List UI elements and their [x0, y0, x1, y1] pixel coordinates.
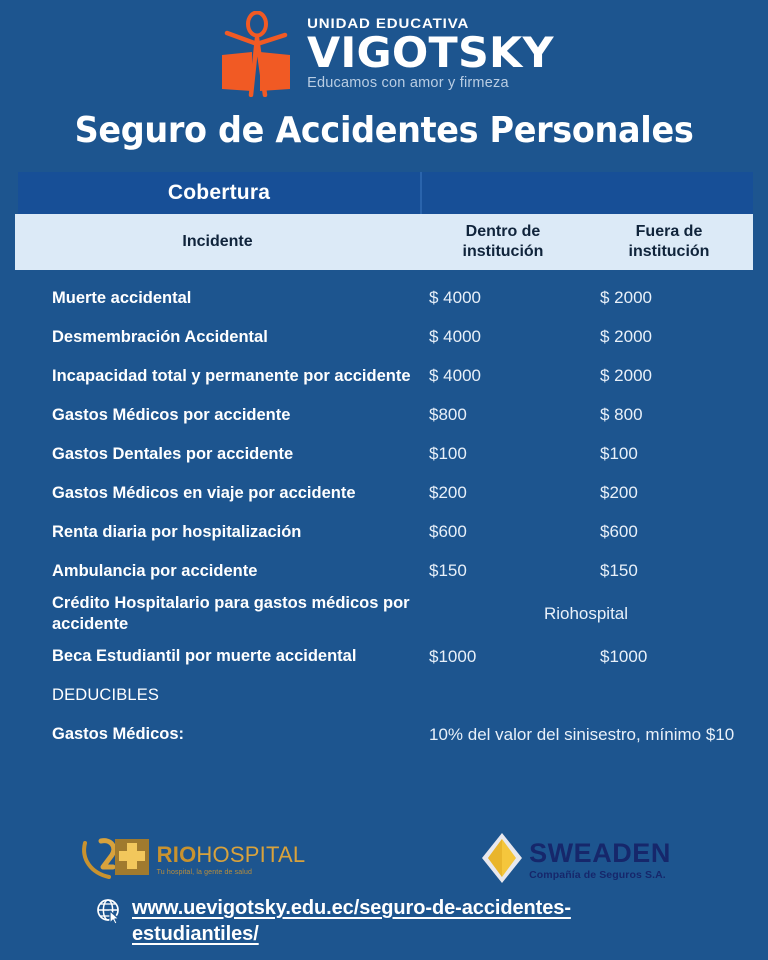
table-row — [15, 552, 753, 591]
partner-sweaden — [384, 832, 768, 889]
partner-name: SWEADEN — [529, 837, 671, 868]
table-row — [15, 474, 753, 513]
partner-subtitle: Tu hospital, la gente de salud — [156, 869, 253, 876]
table-row — [15, 591, 753, 637]
partner-name-secondary: HOSPITAL — [196, 842, 306, 867]
brand-tagline: Educamos con amor y firmeza — [307, 74, 509, 91]
row-inside-value: $ 4000 — [429, 288, 481, 308]
row-incident: Desmembración Accidental — [52, 327, 268, 346]
brand-name: VIGOTSKY — [307, 27, 554, 77]
column-header-dentro-line2: institución — [462, 243, 544, 260]
row-incident: Ambulancia por accidente — [52, 561, 258, 580]
partner-riohospital — [0, 833, 384, 888]
table-row — [15, 637, 753, 676]
row-inside-value: $ 4000 — [429, 366, 481, 386]
table-body — [15, 270, 753, 754]
diamond-icon — [481, 832, 523, 889]
partner-name-primary: RIO — [156, 842, 197, 867]
column-header-incidente: Incidente — [182, 233, 253, 250]
table-row — [15, 357, 753, 396]
table-row — [15, 279, 753, 318]
row-outside-value: $ 2000 — [600, 288, 652, 308]
deductible-value: 10% del valor del sinisestro, mínimo $10 — [429, 724, 735, 744]
coverage-table — [15, 172, 753, 754]
column-header-dentro — [420, 222, 586, 261]
row-inside-value: $800 — [429, 405, 467, 425]
table-row — [15, 396, 753, 435]
row-outside-value: $100 — [600, 444, 638, 464]
row-incident: Gastos Médicos en viaje por accidente — [52, 483, 356, 502]
table-row — [15, 513, 753, 552]
deductible-incident: Gastos Médicos: — [52, 725, 185, 744]
row-incident: Gastos Dentales por accidente — [52, 444, 294, 463]
row-outside-value: $200 — [600, 483, 638, 503]
table-row — [15, 435, 753, 474]
row-outside-value: $150 — [600, 561, 638, 581]
partner-subtitle: Compañía de Seguros S.A. — [529, 868, 666, 881]
row-incident: Gastos Médicos por accidente — [52, 405, 291, 424]
table-row — [15, 318, 753, 357]
partner-logos — [0, 824, 768, 896]
footer — [0, 896, 768, 947]
row-inside-value: $ 4000 — [429, 327, 481, 347]
row-outside-value: $ 2000 — [600, 327, 652, 347]
cobertura-label: Cobertura — [167, 181, 271, 204]
row-incident: Beca Estudiantil por muerte accidental — [52, 647, 357, 666]
band-divider — [420, 172, 422, 214]
page-title: Seguro de Accidentes Personales — [74, 110, 694, 151]
hospital-cross-icon — [79, 833, 153, 888]
row-inside-value: $150 — [429, 561, 467, 581]
website-link[interactable]: www.uevigotsky.edu.ec/seguro-de-accidentes-estudiantiles/ — [132, 897, 571, 945]
row-incident: Crédito Hospitalario para gastos médicos por accidente — [52, 594, 410, 634]
row-incident: Muerte accidental — [52, 288, 192, 307]
deductible-row — [15, 715, 753, 754]
row-inside-value: $200 — [429, 483, 467, 503]
row-outside-value: $600 — [600, 522, 638, 542]
brand-logo — [0, 0, 768, 96]
row-inside-value: $1000 — [429, 646, 477, 666]
table-header-row — [15, 214, 753, 270]
column-header-dentro-line1: Dentro de — [465, 223, 541, 241]
column-header-fuera-line1: Fuera de — [635, 223, 703, 241]
column-header-fuera — [586, 222, 752, 261]
deductibles-section-row — [15, 676, 753, 715]
brand-kicker: UNIDAD EDUCATIVA — [307, 15, 470, 32]
column-header-fuera-line2: institución — [628, 243, 710, 260]
student-book-icon — [219, 11, 297, 97]
deductibles-label: DEDUCIBLES — [52, 686, 160, 705]
row-incident: Incapacidad total y permanente por accidente — [52, 366, 411, 385]
row-incident: Renta diaria por hospitalización — [52, 522, 302, 541]
row-outside-value: $ 2000 — [600, 366, 652, 386]
row-outside-value: $ 800 — [600, 405, 643, 425]
row-inside-value: $100 — [429, 444, 467, 464]
table-band-cobertura — [18, 172, 753, 214]
globe-cursor-icon — [96, 898, 122, 929]
row-merged-value: Riohospital — [543, 604, 629, 624]
row-outside-value: $1000 — [600, 646, 648, 666]
row-inside-value: $600 — [429, 522, 467, 542]
